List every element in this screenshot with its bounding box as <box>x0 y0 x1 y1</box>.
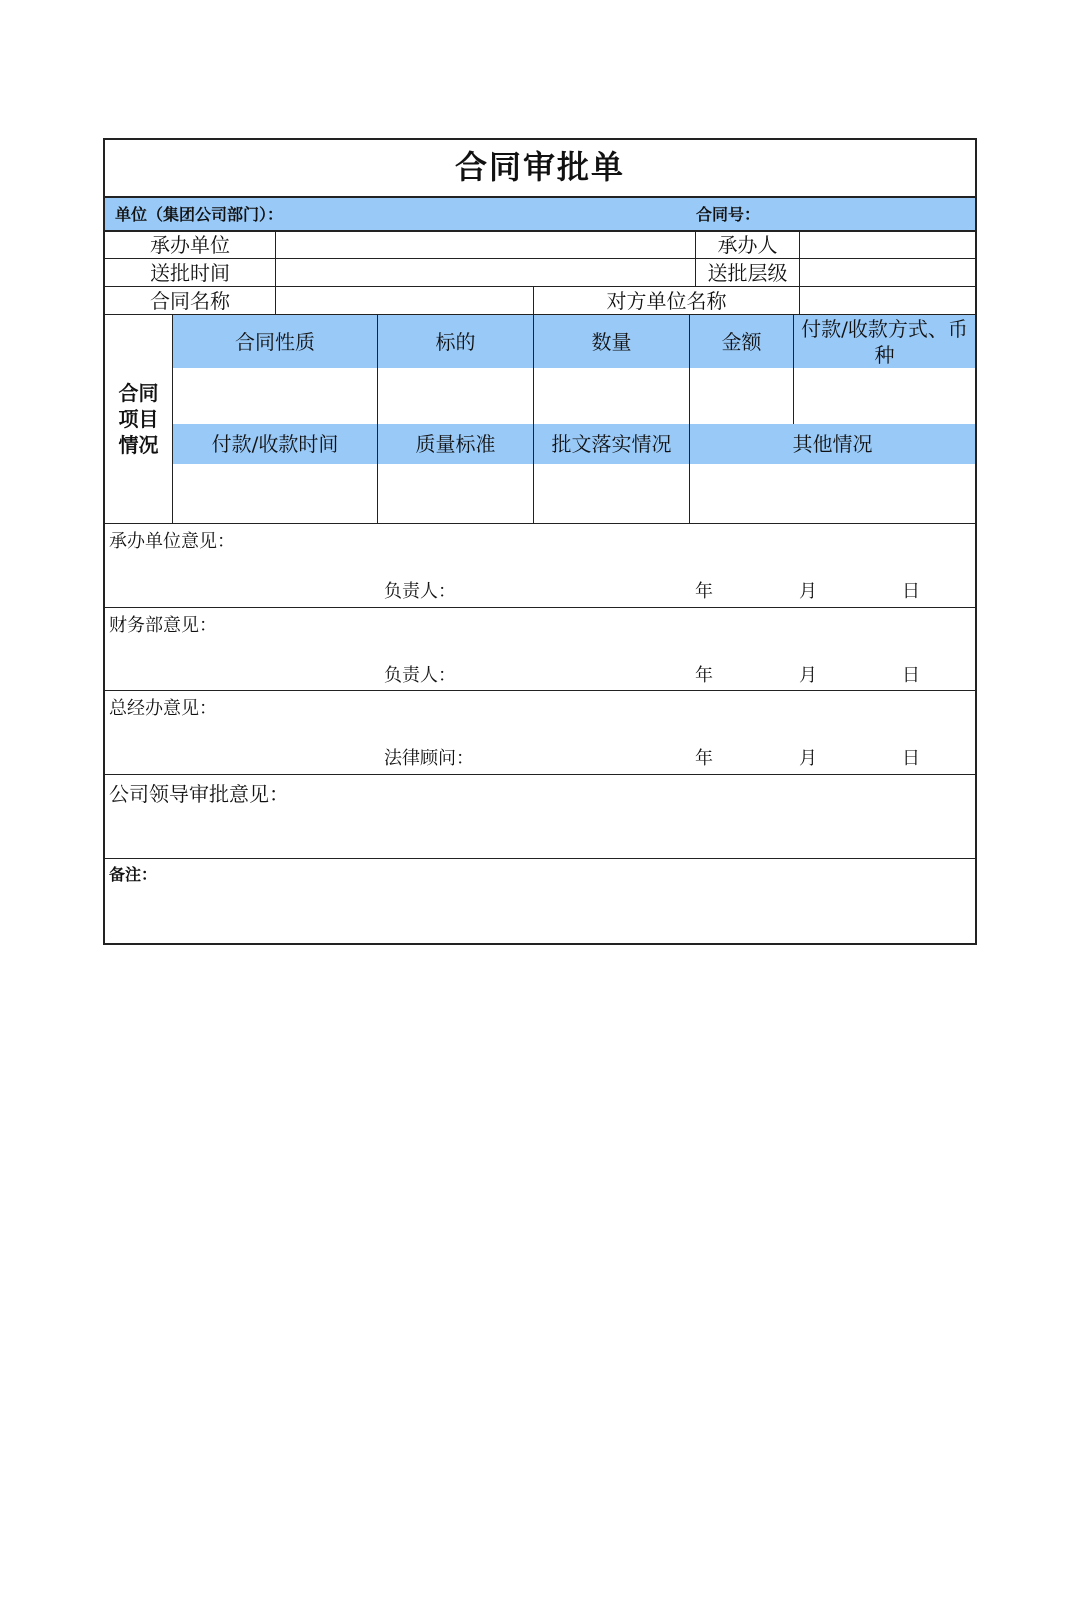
submit-time-label: 送批时间 <box>105 258 275 286</box>
month-label: 月 <box>799 748 817 769</box>
gm-office-opinion-label: 总经办意见： <box>109 698 217 719</box>
contract-name-value[interactable] <box>275 286 533 314</box>
leader-opinion-label: 公司领导审批意见： <box>109 782 289 806</box>
approval-level-value[interactable] <box>799 258 975 286</box>
submit-time-value[interactable] <box>275 258 695 286</box>
year-label: 年 <box>695 665 713 686</box>
handler-value[interactable] <box>799 230 975 258</box>
value-quantity[interactable] <box>533 368 689 424</box>
header-payment-time: 付款/收款时间 <box>172 424 377 464</box>
side-label-line-3: 情况 <box>118 433 159 457</box>
header-quantity: 数量 <box>533 314 689 368</box>
header-payment-method: 付款/收款方式、币种 <box>793 314 975 368</box>
counterparty-name-label: 对方单位名称 <box>533 286 799 314</box>
header-approval-status: 批文落实情况 <box>533 424 689 464</box>
header-subject: 标的 <box>377 314 533 368</box>
value-contract-nature[interactable] <box>172 368 377 424</box>
remarks-section[interactable] <box>105 858 975 943</box>
header-amount: 金额 <box>689 314 793 368</box>
value-quality-standard[interactable] <box>377 464 533 523</box>
month-label: 月 <box>799 581 817 602</box>
contract-no-label: 合同号： <box>696 205 761 224</box>
handler-label: 承办人 <box>695 230 799 258</box>
value-other[interactable] <box>689 464 975 523</box>
legal-advisor-label: 法律顾问： <box>384 748 474 769</box>
finance-opinion-section[interactable] <box>105 607 975 690</box>
form-title: 合同审批单 <box>454 148 625 187</box>
value-payment-time[interactable] <box>172 464 377 523</box>
day-label: 日 <box>902 665 920 686</box>
remarks-label: 备注： <box>109 865 158 884</box>
responsible-label: 负责人： <box>384 581 456 602</box>
contract-name-label: 合同名称 <box>105 286 275 314</box>
finance-opinion-label: 财务部意见： <box>109 615 217 636</box>
handling-unit-label: 承办单位 <box>105 230 275 258</box>
month-label: 月 <box>799 665 817 686</box>
value-approval-status[interactable] <box>533 464 689 523</box>
handling-unit-value[interactable] <box>275 230 695 258</box>
contract-approval-form <box>103 138 977 945</box>
value-amount[interactable] <box>689 368 793 424</box>
responsible-label: 负责人： <box>384 665 456 686</box>
handling-unit-opinion-section[interactable] <box>105 523 975 607</box>
counterparty-name-value[interactable] <box>799 286 975 314</box>
gm-office-opinion-section[interactable] <box>105 690 975 774</box>
header-other: 其他情况 <box>689 424 975 464</box>
value-subject[interactable] <box>377 368 533 424</box>
header-contract-nature: 合同性质 <box>172 314 377 368</box>
leader-opinion-section[interactable] <box>105 774 975 858</box>
header-strip <box>105 196 975 230</box>
header-quality-standard: 质量标准 <box>377 424 533 464</box>
side-label-line-2: 项目 <box>118 407 159 431</box>
year-label: 年 <box>695 748 713 769</box>
handling-unit-opinion-label: 承办单位意见： <box>109 531 235 552</box>
side-label-line-1: 合同 <box>118 381 159 405</box>
unit-label: 单位（集团公司部门）： <box>115 205 284 224</box>
day-label: 日 <box>902 581 920 602</box>
approval-level-label: 送批层级 <box>695 258 799 286</box>
year-label: 年 <box>695 581 713 602</box>
day-label: 日 <box>902 748 920 769</box>
project-side-label <box>105 314 172 523</box>
value-payment-method[interactable] <box>793 368 975 424</box>
